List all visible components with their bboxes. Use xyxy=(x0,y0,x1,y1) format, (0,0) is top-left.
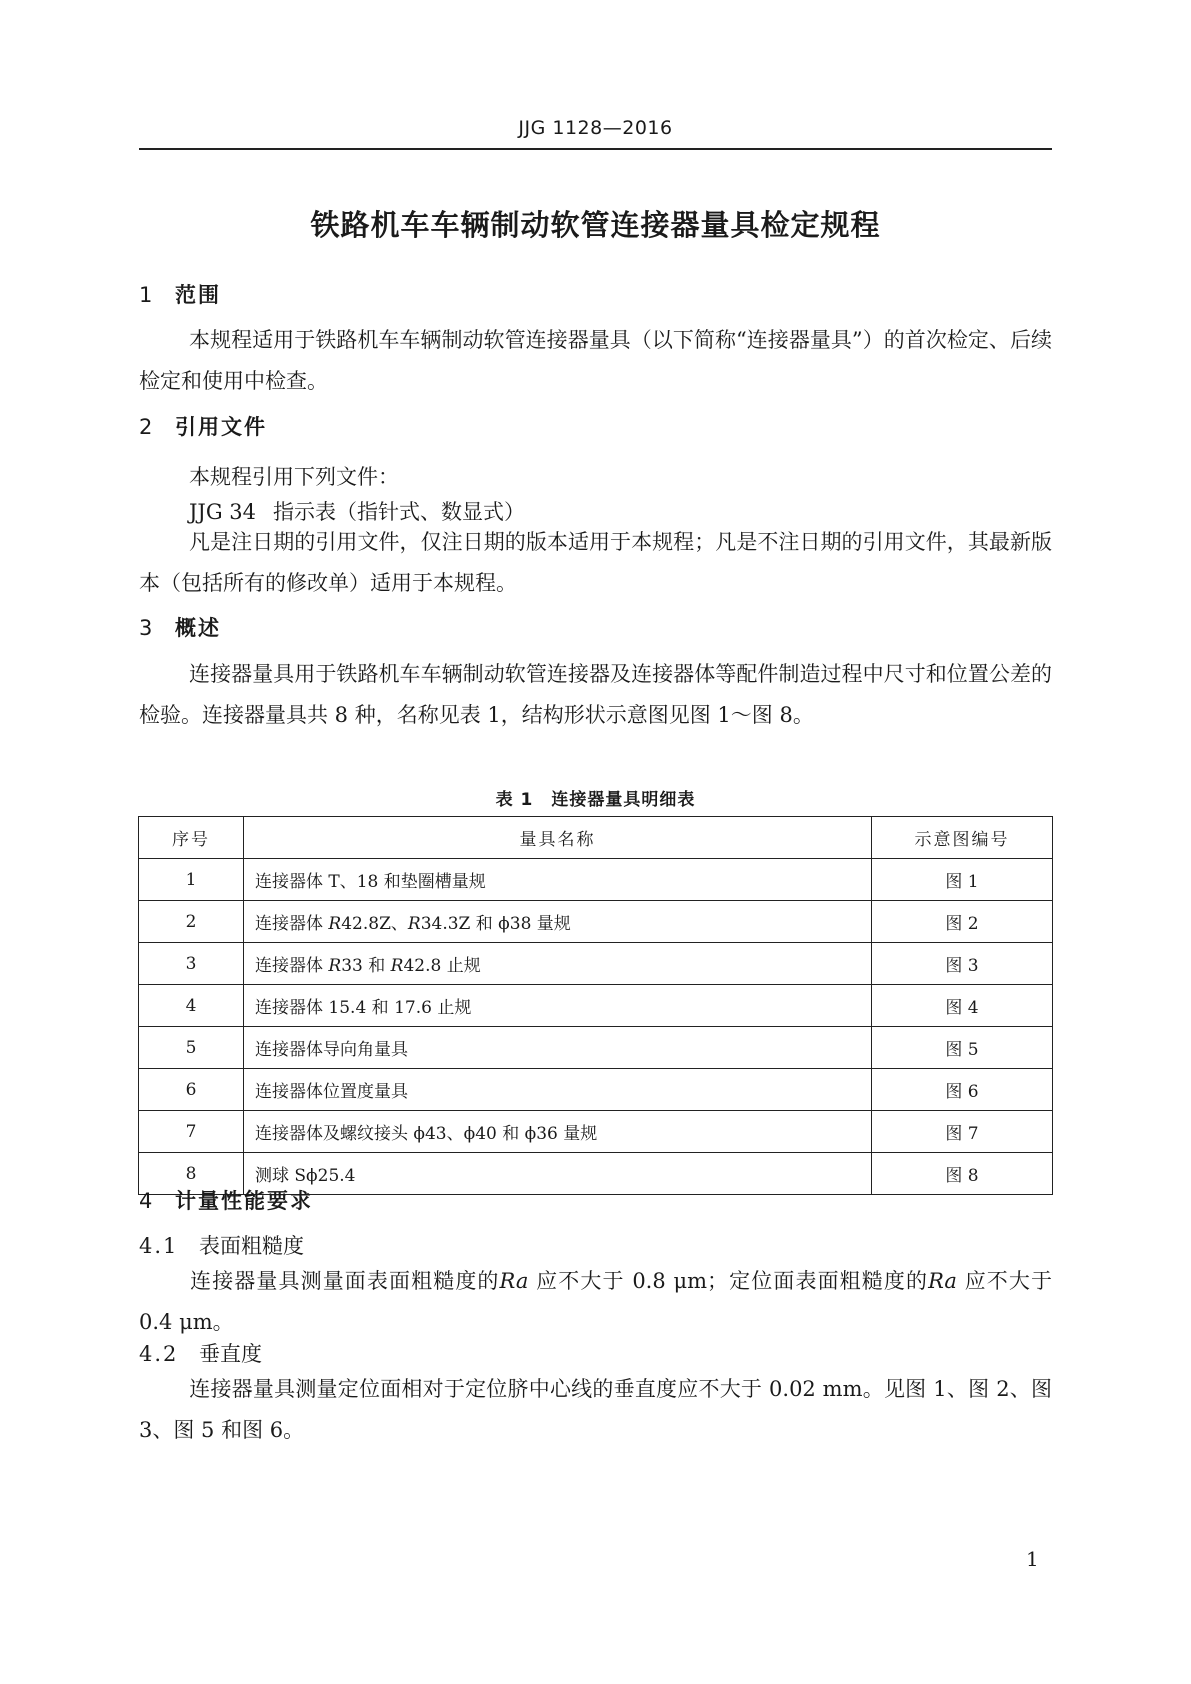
table-row xyxy=(139,943,1053,985)
header-divider xyxy=(139,148,1052,150)
section-number: 3 xyxy=(139,616,155,640)
section-number: 2 xyxy=(139,415,155,439)
subsection-number: 4.2 xyxy=(139,1342,179,1366)
section-2-heading xyxy=(139,411,267,441)
cell-figure: 图 3 xyxy=(872,943,1053,985)
cell-no: 8 xyxy=(139,1153,244,1195)
section-title: 计量性能要求 xyxy=(175,1189,313,1213)
subsection-4-1-heading xyxy=(139,1230,304,1260)
section-4-heading xyxy=(139,1185,313,1215)
cell-figure: 图 8 xyxy=(872,1153,1053,1195)
cell-name: 测球 Sϕ25.4 xyxy=(244,1153,872,1195)
cell-name: 连接器体及螺纹接头 ϕ43、ϕ40 和 ϕ36 量规 xyxy=(244,1111,872,1153)
section-title: 概述 xyxy=(175,616,221,640)
section-1-paragraph xyxy=(139,320,1052,402)
subsection-number: 4.1 xyxy=(139,1234,179,1258)
paragraph-text: 连接器量具用于铁路机车车辆制动软管连接器及连接器体等配件制造过程中尺寸和位置公差的检验。连接器量具共 8 种，名称见表 1，结构形状示意图见图 1～图 8。 xyxy=(139,662,1052,727)
cell-figure: 图 1 xyxy=(872,859,1053,901)
header-name: 量具名称 xyxy=(244,817,872,859)
cell-no: 4 xyxy=(139,985,244,1027)
cell-name: 连接器体位置度量具 xyxy=(244,1069,872,1111)
subsection-4-2-heading xyxy=(139,1338,262,1368)
cell-name: 连接器体 R42.8Z、R34.3Z 和 ϕ38 量规 xyxy=(244,901,872,943)
reference-title: 指示表（指针式、数显式） xyxy=(273,500,525,524)
table-row xyxy=(139,985,1053,1027)
cell-no: 5 xyxy=(139,1027,244,1069)
cell-name: 连接器体 15.4 和 17.6 止规 xyxy=(244,985,872,1027)
section-2-paragraph xyxy=(139,522,1052,604)
cell-name: 连接器体 T、18 和垫圈槽量规 xyxy=(244,859,872,901)
paragraph-text: 连接器量具测量定位面相对于定位脐中心线的垂直度应不大于 0.02 mm。见图 1、图 2、图 3、图 5 和图 6。 xyxy=(139,1377,1052,1442)
running-header-code: JJG 1128—2016 xyxy=(518,117,673,139)
reference-code: JJG 34 xyxy=(189,500,257,524)
subsection-4-2-paragraph xyxy=(139,1369,1052,1451)
section-number: 1 xyxy=(139,283,155,307)
cell-no: 2 xyxy=(139,901,244,943)
subsection-title: 垂直度 xyxy=(199,1342,262,1366)
subsection-title: 表面粗糙度 xyxy=(199,1234,304,1258)
gauge-list-table xyxy=(138,816,1053,1195)
cell-name: 连接器体 R33 和 R42.8 止规 xyxy=(244,943,872,985)
cell-figure: 图 5 xyxy=(872,1027,1053,1069)
cell-no: 7 xyxy=(139,1111,244,1153)
header-no: 序号 xyxy=(139,817,244,859)
cell-figure: 图 6 xyxy=(872,1069,1053,1111)
section-1-heading xyxy=(139,279,221,309)
cell-figure: 图 4 xyxy=(872,985,1053,1027)
cell-figure: 图 2 xyxy=(872,901,1053,943)
section-title: 范围 xyxy=(175,283,221,307)
cell-name: 连接器体导向角量具 xyxy=(244,1027,872,1069)
section-3-paragraph xyxy=(139,654,1052,736)
section-3-heading xyxy=(139,612,221,642)
reference-intro: 本规程引用下列文件： xyxy=(189,465,399,489)
table-caption: 表 1 连接器量具明细表 xyxy=(495,790,696,810)
cell-no: 3 xyxy=(139,943,244,985)
section-number: 4 xyxy=(139,1189,155,1213)
section-title: 引用文件 xyxy=(175,415,267,439)
cell-no: 6 xyxy=(139,1069,244,1111)
table-row xyxy=(139,1111,1053,1153)
paragraph-text: 本规程适用于铁路机车车辆制动软管连接器量具（以下简称“连接器量具”）的首次检定、后续检定和使用中检查。 xyxy=(139,328,1052,393)
table-header-row xyxy=(139,817,1053,859)
page-number: 1 xyxy=(1026,1547,1039,1571)
header-figure: 示意图编号 xyxy=(872,817,1053,859)
table-row xyxy=(139,1069,1053,1111)
subsection-4-1-paragraph: 连接器量具测量面表面粗糙度的Ra 应不大于 0.8 μm；定位面表面粗糙度的Ra 应不大于 0.4 μm。 xyxy=(139,1269,1052,1334)
paragraph-text: 凡是注日期的引用文件，仅注日期的版本适用于本规程；凡是不注日期的引用文件，其最新版本（包括所有的修改单）适用于本规程。 xyxy=(139,530,1052,595)
cell-figure: 图 7 xyxy=(872,1111,1053,1153)
cell-no: 1 xyxy=(139,859,244,901)
table-row xyxy=(139,1027,1053,1069)
table-row xyxy=(139,901,1053,943)
document-title: 铁路机车车辆制动软管连接器量具检定规程 xyxy=(310,208,881,242)
table-row xyxy=(139,859,1053,901)
